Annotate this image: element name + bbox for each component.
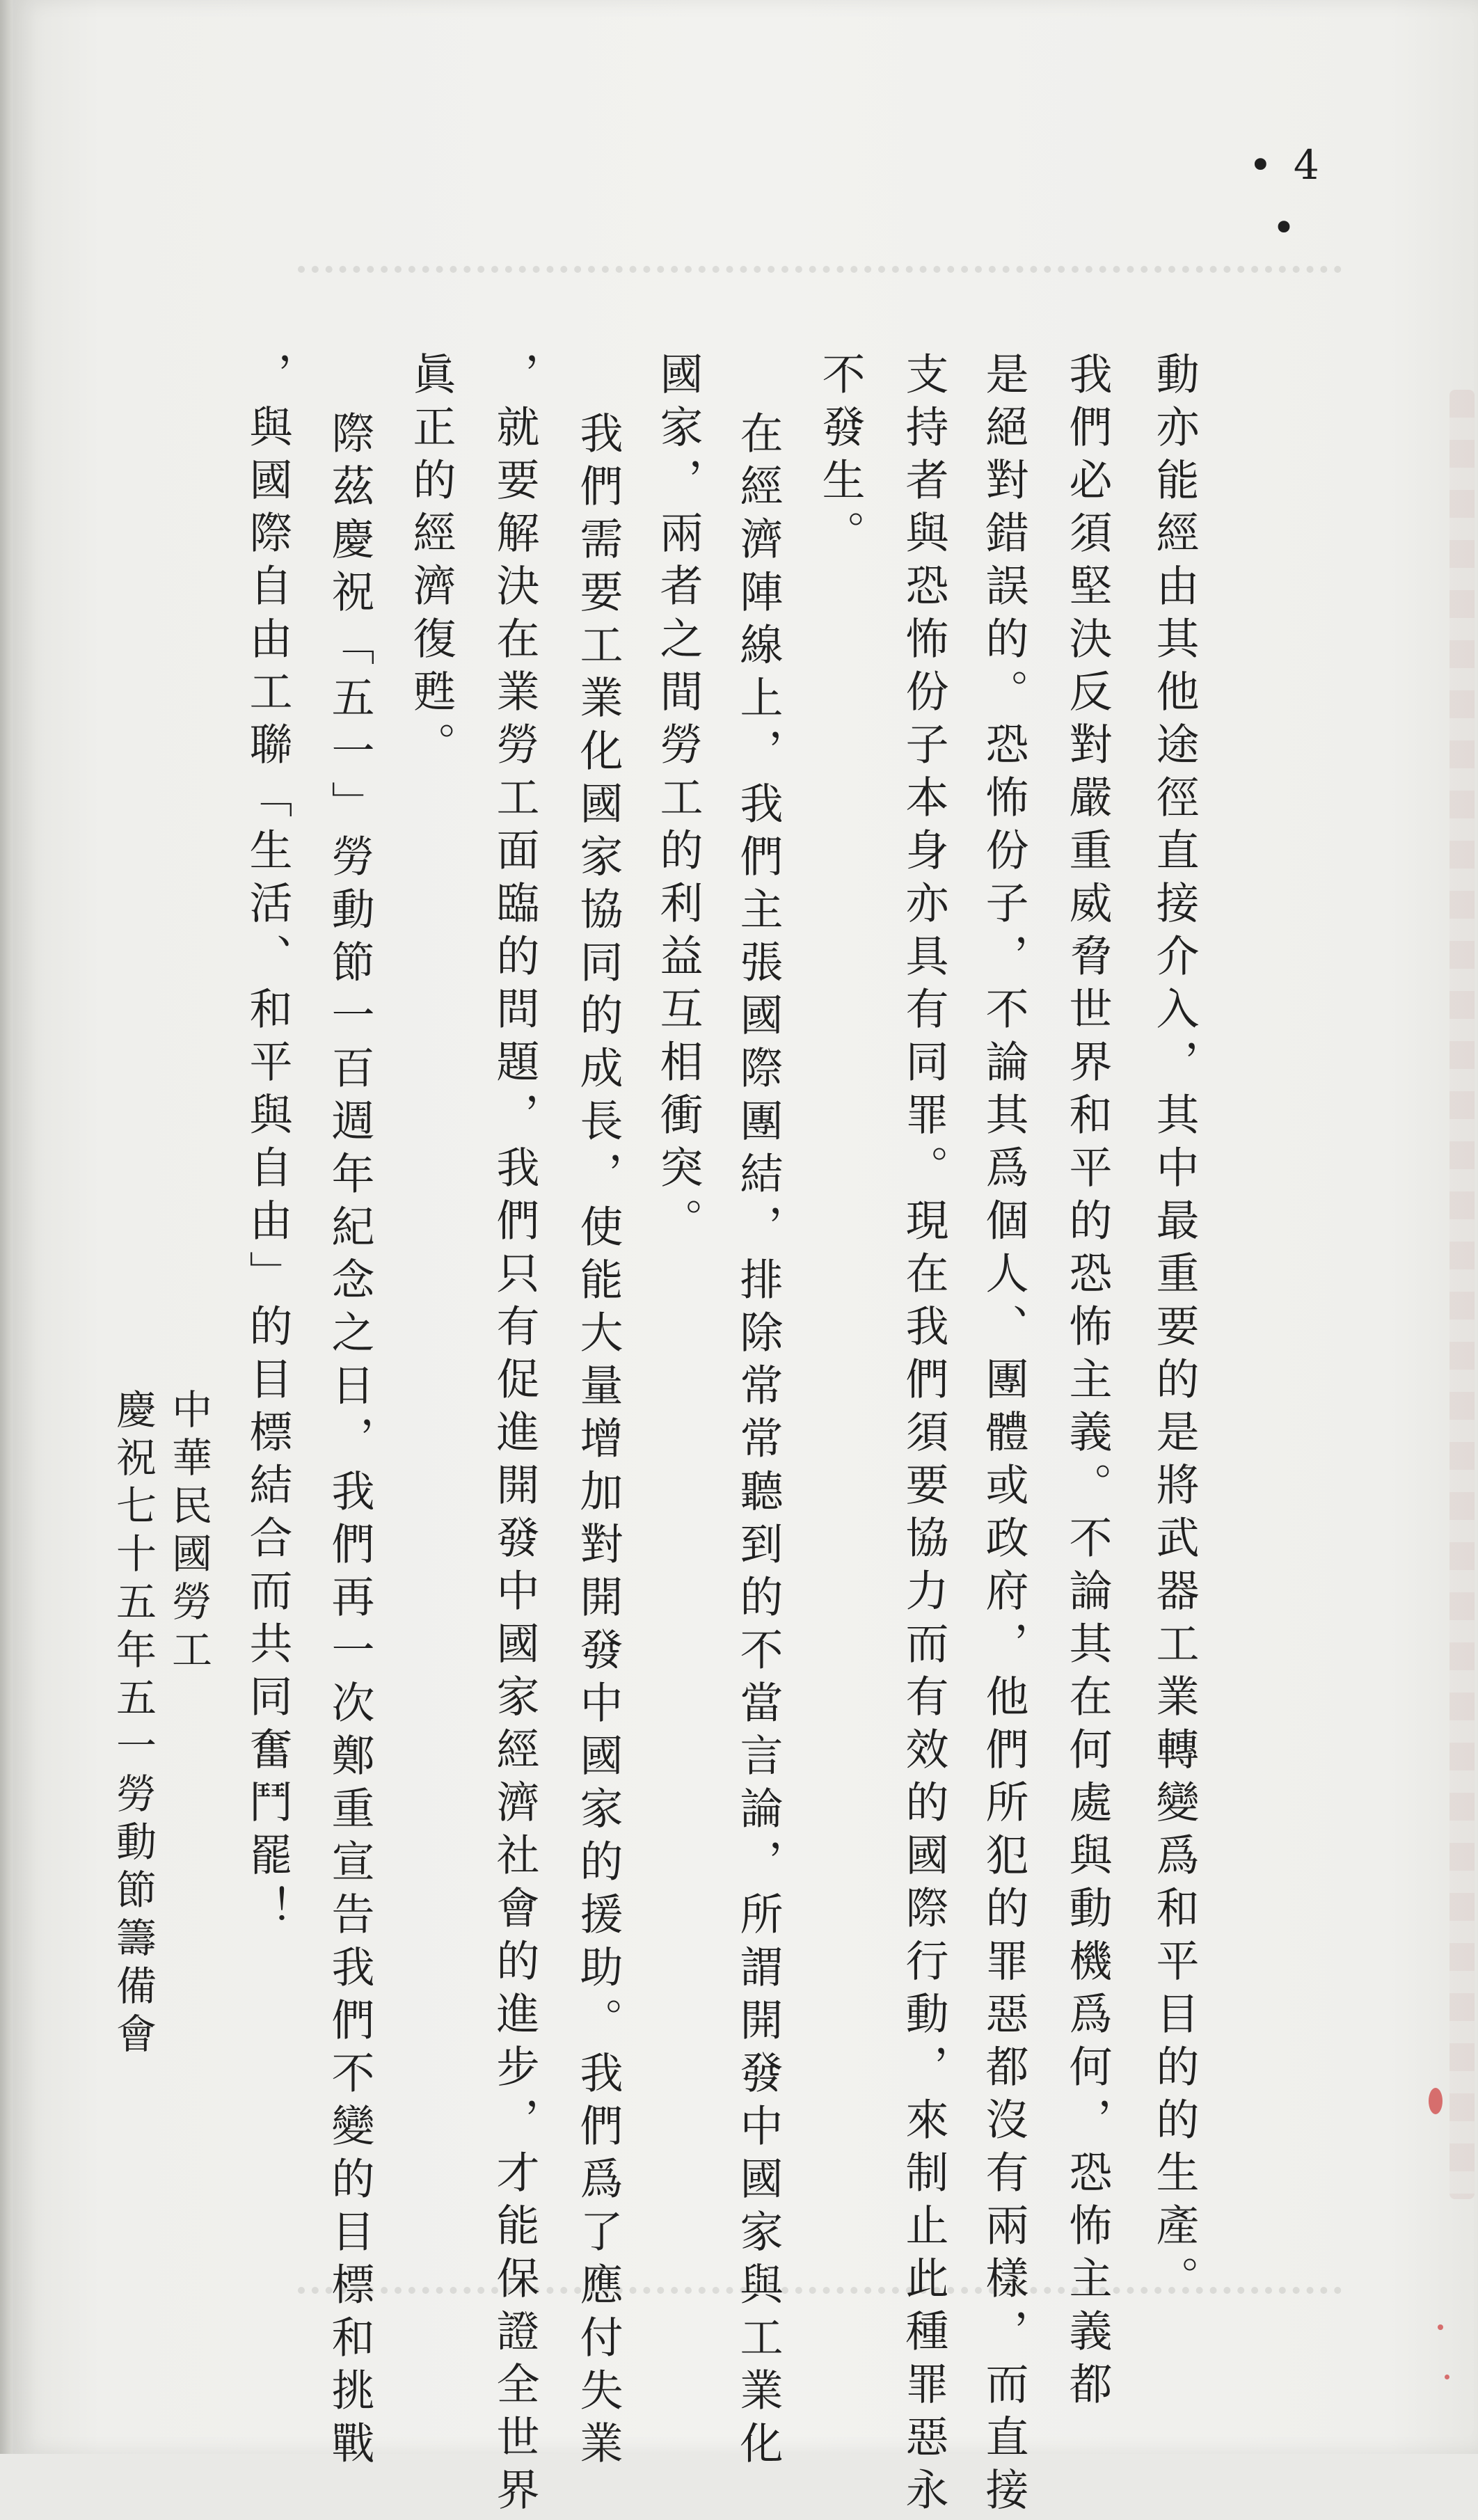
signature-line-1: 中華民國勞工	[165, 1388, 212, 1677]
text-column-8: 我們需要工業化國家協同的成長，使能大量增加對開發中國家的援助。我們爲了應付失業	[573, 411, 623, 2473]
book-spine	[0, 0, 13, 2454]
text-column-2: 我們必須堅決反對嚴重威脅世界和平的恐怖主義。不論其在何處與動機爲何，恐怖主義都	[1062, 351, 1113, 2414]
red-ink-spot	[1429, 2088, 1443, 2114]
red-ink-speck	[1438, 2324, 1443, 2330]
text-column-12: ，與國際自由工聯「生活、和平與自由」的目標結合而共同奮鬥罷！	[242, 351, 293, 1938]
bleed-through-vertical-band	[1449, 390, 1475, 2199]
text-column-10: 眞正的經濟復甦。	[406, 351, 456, 775]
signature-line-2: 慶祝七十五年五一勞動節籌備會	[109, 1388, 157, 2061]
page-number: • 4 •	[1248, 141, 1324, 251]
text-column-5: 不發生。	[815, 351, 866, 563]
document-page	[13, 0, 1478, 2520]
bleed-through-border-top	[298, 266, 1342, 273]
text-column-6: 在經濟陣線上，我們主張國際團結，排除常常聽到的不當言論，所謂開發中國家與工業化	[733, 411, 784, 2473]
text-column-4: 支持者與恐怖份子本身亦具有同罪。現在我們須要協力而有效的國際行動，來制止此種罪惡永	[898, 351, 949, 2520]
text-column-9: ，就要解決在業勞工面臨的問題，我們只有促進開發中國家經濟社會的進步，才能保證全世界	[489, 351, 540, 2520]
text-column-1: 動亦能經由其他途徑直接介入，其中最重要的是將武器工業轉變爲和平目的的生產。	[1149, 351, 1200, 2308]
text-column-3: 是絕對錯誤的。恐怖份子，不論其爲個人、團體或政府，他們所犯的罪惡都沒有兩樣，而直接	[978, 351, 1029, 2520]
text-column-7: 國家，兩者之間勞工的利益互相衝突。	[653, 351, 704, 1251]
red-ink-speck-2	[1445, 2375, 1449, 2379]
text-column-11: 際茲慶祝「五一」勞動節一百週年紀念之日，我們再一次鄭重宣告我們不變的目標和挑戰	[324, 411, 375, 2473]
